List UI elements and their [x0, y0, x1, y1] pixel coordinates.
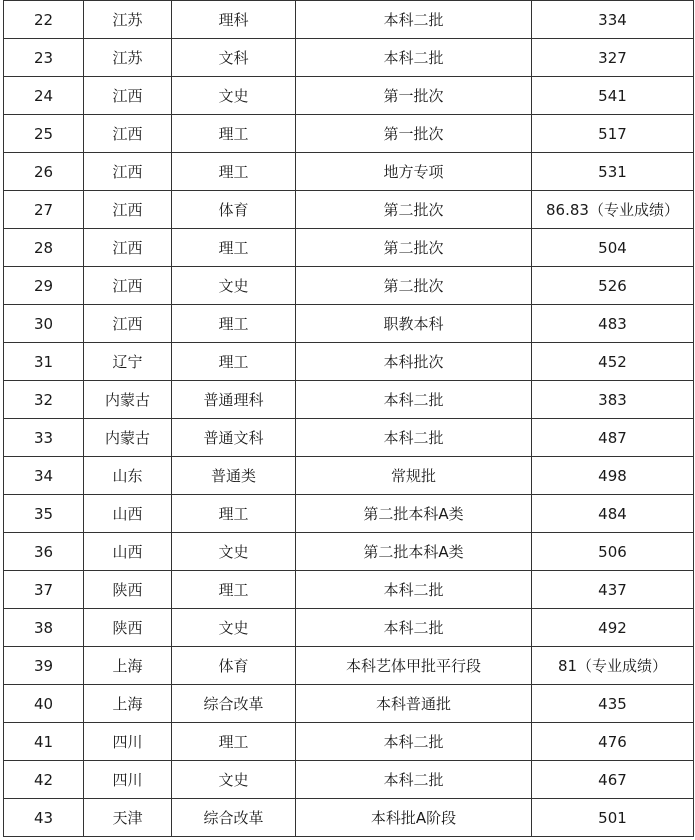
admission-batch-cell: 本科二批	[296, 609, 532, 647]
province-cell: 江西	[84, 153, 172, 191]
row-number-cell: 33	[4, 419, 84, 457]
province-cell: 江苏	[84, 39, 172, 77]
subject-category-cell: 文史	[172, 267, 296, 305]
min-score-cell: 498	[532, 457, 694, 495]
row-number-cell: 31	[4, 343, 84, 381]
province-cell: 内蒙古	[84, 381, 172, 419]
min-score-cell: 334	[532, 1, 694, 39]
row-number-cell: 28	[4, 229, 84, 267]
subject-category-cell: 普通类	[172, 457, 296, 495]
row-number-cell: 29	[4, 267, 84, 305]
table-row	[4, 77, 694, 115]
min-score-cell: 81（专业成绩）	[532, 647, 694, 685]
row-number-cell: 24	[4, 77, 84, 115]
min-score-cell: 435	[532, 685, 694, 723]
row-number-cell: 41	[4, 723, 84, 761]
table-row	[4, 115, 694, 153]
subject-category-cell: 理工	[172, 723, 296, 761]
min-score-cell: 506	[532, 533, 694, 571]
admission-batch-cell: 本科二批	[296, 761, 532, 799]
table-row	[4, 533, 694, 571]
table-row	[4, 723, 694, 761]
min-score-cell: 476	[532, 723, 694, 761]
province-cell: 江西	[84, 115, 172, 153]
table-row	[4, 305, 694, 343]
admission-batch-cell: 第二批本科A类	[296, 495, 532, 533]
row-number-cell: 23	[4, 39, 84, 77]
subject-category-cell: 综合改革	[172, 685, 296, 723]
admission-batch-cell: 本科二批	[296, 39, 532, 77]
province-cell: 江西	[84, 305, 172, 343]
table-row	[4, 39, 694, 77]
subject-category-cell: 普通理科	[172, 381, 296, 419]
admission-batch-cell: 本科艺体甲批平行段	[296, 647, 532, 685]
min-score-cell: 526	[532, 267, 694, 305]
table-row	[4, 761, 694, 799]
subject-category-cell: 综合改革	[172, 799, 296, 837]
table-row	[4, 267, 694, 305]
admission-batch-cell: 本科二批	[296, 1, 532, 39]
admission-batch-cell: 第一批次	[296, 77, 532, 115]
subject-category-cell: 理科	[172, 1, 296, 39]
row-number-cell: 42	[4, 761, 84, 799]
admission-batch-cell: 第二批次	[296, 267, 532, 305]
admission-batch-cell: 第一批次	[296, 115, 532, 153]
min-score-cell: 86.83（专业成绩）	[532, 191, 694, 229]
row-number-cell: 30	[4, 305, 84, 343]
subject-category-cell: 理工	[172, 115, 296, 153]
row-number-cell: 39	[4, 647, 84, 685]
table-row	[4, 457, 694, 495]
province-cell: 山西	[84, 533, 172, 571]
subject-category-cell: 普通文科	[172, 419, 296, 457]
province-cell: 内蒙古	[84, 419, 172, 457]
table-row	[4, 153, 694, 191]
table-row	[4, 495, 694, 533]
admissions-score-table	[3, 0, 694, 837]
subject-category-cell: 理工	[172, 571, 296, 609]
subject-category-cell: 文科	[172, 39, 296, 77]
min-score-cell: 437	[532, 571, 694, 609]
admission-batch-cell: 第二批次	[296, 191, 532, 229]
min-score-cell: 541	[532, 77, 694, 115]
subject-category-cell: 体育	[172, 647, 296, 685]
province-cell: 上海	[84, 685, 172, 723]
admission-batch-cell: 本科二批	[296, 419, 532, 457]
row-number-cell: 36	[4, 533, 84, 571]
table-row	[4, 647, 694, 685]
admission-batch-cell: 本科二批	[296, 723, 532, 761]
min-score-cell: 467	[532, 761, 694, 799]
min-score-cell: 504	[532, 229, 694, 267]
province-cell: 四川	[84, 761, 172, 799]
table-row	[4, 609, 694, 647]
row-number-cell: 27	[4, 191, 84, 229]
table-row	[4, 685, 694, 723]
table-row	[4, 571, 694, 609]
table-body	[4, 1, 694, 837]
min-score-cell: 484	[532, 495, 694, 533]
row-number-cell: 43	[4, 799, 84, 837]
admission-batch-cell: 常规批	[296, 457, 532, 495]
row-number-cell: 34	[4, 457, 84, 495]
table-row	[4, 799, 694, 837]
min-score-cell: 501	[532, 799, 694, 837]
admission-batch-cell: 第二批次	[296, 229, 532, 267]
row-number-cell: 32	[4, 381, 84, 419]
admission-batch-cell: 本科普通批	[296, 685, 532, 723]
subject-category-cell: 文史	[172, 77, 296, 115]
province-cell: 四川	[84, 723, 172, 761]
subject-category-cell: 文史	[172, 609, 296, 647]
row-number-cell: 38	[4, 609, 84, 647]
province-cell: 山西	[84, 495, 172, 533]
min-score-cell: 487	[532, 419, 694, 457]
admission-batch-cell: 地方专项	[296, 153, 532, 191]
row-number-cell: 26	[4, 153, 84, 191]
min-score-cell: 327	[532, 39, 694, 77]
admission-batch-cell: 本科二批	[296, 381, 532, 419]
min-score-cell: 383	[532, 381, 694, 419]
table-row	[4, 381, 694, 419]
subject-category-cell: 文史	[172, 533, 296, 571]
admission-batch-cell: 第二批本科A类	[296, 533, 532, 571]
subject-category-cell: 理工	[172, 343, 296, 381]
min-score-cell: 483	[532, 305, 694, 343]
admission-batch-cell: 本科批次	[296, 343, 532, 381]
subject-category-cell: 理工	[172, 229, 296, 267]
province-cell: 江西	[84, 267, 172, 305]
table-row	[4, 229, 694, 267]
table-row	[4, 419, 694, 457]
min-score-cell: 517	[532, 115, 694, 153]
subject-category-cell: 理工	[172, 153, 296, 191]
province-cell: 陕西	[84, 609, 172, 647]
province-cell: 江西	[84, 229, 172, 267]
row-number-cell: 25	[4, 115, 84, 153]
province-cell: 陕西	[84, 571, 172, 609]
table-row	[4, 343, 694, 381]
admission-batch-cell: 本科批A阶段	[296, 799, 532, 837]
province-cell: 辽宁	[84, 343, 172, 381]
min-score-cell: 531	[532, 153, 694, 191]
min-score-cell: 492	[532, 609, 694, 647]
min-score-cell: 452	[532, 343, 694, 381]
subject-category-cell: 体育	[172, 191, 296, 229]
row-number-cell: 35	[4, 495, 84, 533]
row-number-cell: 40	[4, 685, 84, 723]
province-cell: 上海	[84, 647, 172, 685]
table-row	[4, 1, 694, 39]
subject-category-cell: 理工	[172, 495, 296, 533]
province-cell: 江西	[84, 191, 172, 229]
province-cell: 江苏	[84, 1, 172, 39]
subject-category-cell: 文史	[172, 761, 296, 799]
admission-batch-cell: 职教本科	[296, 305, 532, 343]
row-number-cell: 22	[4, 1, 84, 39]
province-cell: 天津	[84, 799, 172, 837]
province-cell: 江西	[84, 77, 172, 115]
subject-category-cell: 理工	[172, 305, 296, 343]
province-cell: 山东	[84, 457, 172, 495]
table-row	[4, 191, 694, 229]
admission-batch-cell: 本科二批	[296, 571, 532, 609]
row-number-cell: 37	[4, 571, 84, 609]
